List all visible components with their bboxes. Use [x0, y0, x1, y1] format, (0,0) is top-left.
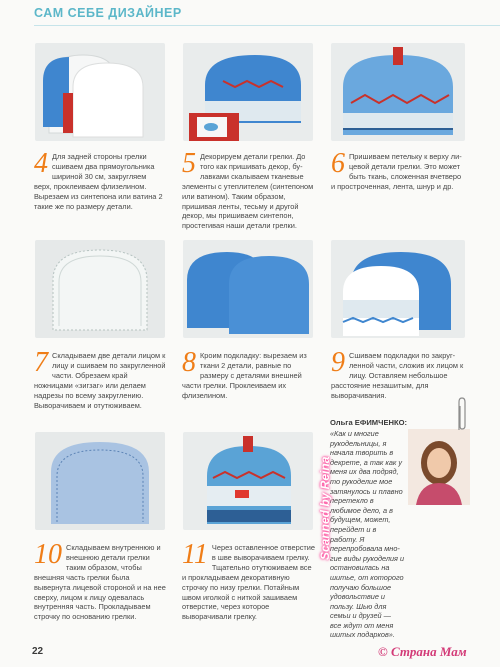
step-text: Складываем внутреннюю и внешнюю детали грелки таким образом, чтобы внешняя часть грелки была вывернута лицевой стороной и на нее сверху, лицом к лицу одевалась внутренняя часть. Прокладываем строчку по основанию грелки. [34, 543, 166, 622]
step-text: Через оставленное отверстие в шве выворачиваем грелку. Тщательно отутюживаем все и прокладываем декоративную строчку по низу грелки. Потайным швом иголкой с ниткой зашиваем отверстие, через которое выворачивали грелку. [182, 543, 316, 622]
photo-step-8 [183, 240, 313, 338]
step-text: Кроим подкладку: вырезаем из ткани 2 детали, равные по размеру с деталями внешней части грелки. Проклеиваем их флизелином. [182, 351, 307, 400]
step-text: Складываем две детали лицом к лицу и сшиваем по закругленной части. Обрезаем край ножницами «зигзаг» или делаем надрезы по всему закруглению. Выворачиваем и отутюживаем. [34, 351, 166, 410]
step-9 [331, 347, 465, 401]
step-number: 5 [182, 148, 196, 179]
photo-step-5 [183, 43, 313, 141]
step-6 [331, 148, 465, 192]
step-10 [34, 539, 166, 622]
step-number: 9 [331, 347, 345, 378]
photo-step-4 [35, 43, 165, 141]
page-number: 22 [32, 646, 44, 657]
author-photo [408, 429, 470, 505]
step-number: 8 [182, 347, 196, 378]
paperclip-icon [456, 396, 468, 434]
step-5 [182, 148, 316, 231]
step-8 [182, 347, 316, 401]
author-name: Ольга ЕФИМЧЕНКО: [330, 418, 408, 427]
author-quote: «Как и многие рукодельницы, я начала творить в декрете, а так как у меня их два подряд, то рукоделие мое затянулось и плавно перетекло в любимое дело, а в будущем, может, перейдет и в работу. Я перепробовала многие виды рукоделия и остановилась на шитье, от которого получаю большое удовольствие и пользу. Шью для семьи и друзей — все ждут от меня шитых подарков». [330, 429, 405, 640]
step-4 [34, 148, 166, 211]
scanned-by-label: Scanned by Reina [318, 456, 332, 560]
step-number: 10 [34, 539, 62, 570]
step-text: Для задней стороны грелки сшиваем два прямоугольника шириной 30 см, закругляем верх, проклеиваем флизелином. Вырезаем из синтепона или ватина 2 такие же по размеру детали. [34, 152, 163, 211]
header-divider [34, 25, 500, 26]
photo-step-11 [183, 432, 313, 530]
site-watermark: © Страна Мам [378, 644, 467, 659]
photo-step-10 [35, 432, 165, 530]
step-number: 4 [34, 148, 48, 179]
step-number: 11 [182, 539, 208, 570]
author-bio [330, 418, 470, 640]
section-title: САМ СЕБЕ ДИЗАЙНЕР [34, 6, 182, 20]
step-text: Декорируем детали грелки. До того как пришивать декор, булавками скалываем тканевые элементы с утеплителем (синтепоном или ватином). Таким образом, пришивая ленты, тесьму и другой декор, мы пришиваем синтепон, простегивая наши детали грелки. [182, 152, 314, 231]
photo-step-6 [331, 43, 465, 141]
step-7 [34, 347, 166, 410]
step-text: Сшиваем подкладки по закругленной части, сложив их лицом к лицу. Оставляем небольшое расстояние незашитым, для выворачивания. [331, 351, 464, 400]
step-text: Пришиваем петельку к верху лицевой детали грелки. Это может быть ткань, сложенная вчетверо и простроченная, лента, шнур и др. [331, 152, 462, 191]
step-number: 6 [331, 148, 345, 179]
photo-step-9 [331, 240, 465, 338]
step-11 [182, 539, 316, 622]
step-number: 7 [34, 347, 48, 378]
section-header [34, 6, 182, 20]
photo-step-7 [35, 240, 165, 338]
